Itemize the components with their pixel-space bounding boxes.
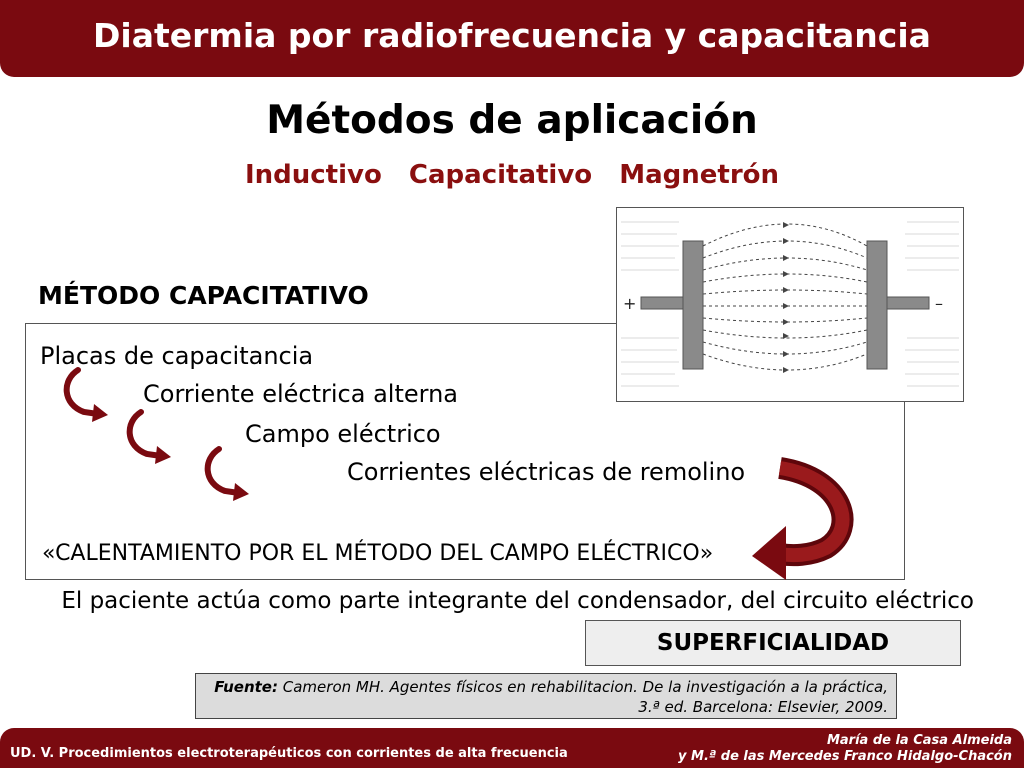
electric-field-diagram (617, 208, 963, 401)
chain-step-4: Corrientes eléctricas de remolino (347, 458, 746, 486)
slide-title: Diatermia por radiofrecuencia y capacitancia (93, 16, 931, 55)
plus-label: + (623, 294, 637, 313)
superficiality-label: SUPERFICIALIDAD (585, 620, 961, 666)
method-inductivo: Inductivo (244, 160, 382, 190)
large-curved-arrow-icon (740, 456, 864, 584)
curved-arrow-icon (58, 366, 112, 424)
curved-arrow-icon (120, 408, 176, 466)
source-citation (195, 673, 897, 719)
minus-label: – (935, 294, 943, 313)
chain-step-1: Placas de capacitancia (40, 342, 314, 370)
heating-note: «CALENTAMIENTO POR EL MÉTODO DEL CAMPO ELÉCTRICO» (42, 541, 714, 566)
methods-list (0, 160, 1024, 190)
footer-author-1: María de la Casa Almeida (826, 733, 1012, 748)
chain-step-3: Campo eléctrico (245, 420, 441, 448)
curved-arrow-icon (198, 445, 254, 503)
patient-note: El paciente actúa como parte integrante del condensador, del circuito eléctrico (61, 588, 974, 614)
footer-authors (678, 733, 1012, 765)
footer-unit-title: UD. V. Procedimientos electroterapéuticos con corrientes de alta frecuencia (10, 746, 568, 761)
source-line-1: Cameron MH. Agentes físicos en rehabilitacion. De la investigación a la práctica, (282, 678, 888, 696)
slide-heading: Métodos de aplicación (266, 98, 758, 143)
section-heading: MÉTODO CAPACITATIVO (38, 281, 369, 310)
method-magnetron: Magnetrón (619, 160, 780, 190)
capacitor-diagram (616, 207, 964, 402)
chain-step-2: Corriente eléctrica alterna (143, 380, 458, 408)
title-bar (0, 0, 1024, 77)
footer-author-2: y M.ª de las Mercedes Franco Hidalgo-Chacón (678, 749, 1012, 764)
method-capacitativo: Capacitativo (408, 160, 593, 190)
source-line-2: 3.ª ed. Barcelona: Elsevier, 2009. (638, 698, 888, 716)
source-label: Fuente: (214, 678, 278, 696)
